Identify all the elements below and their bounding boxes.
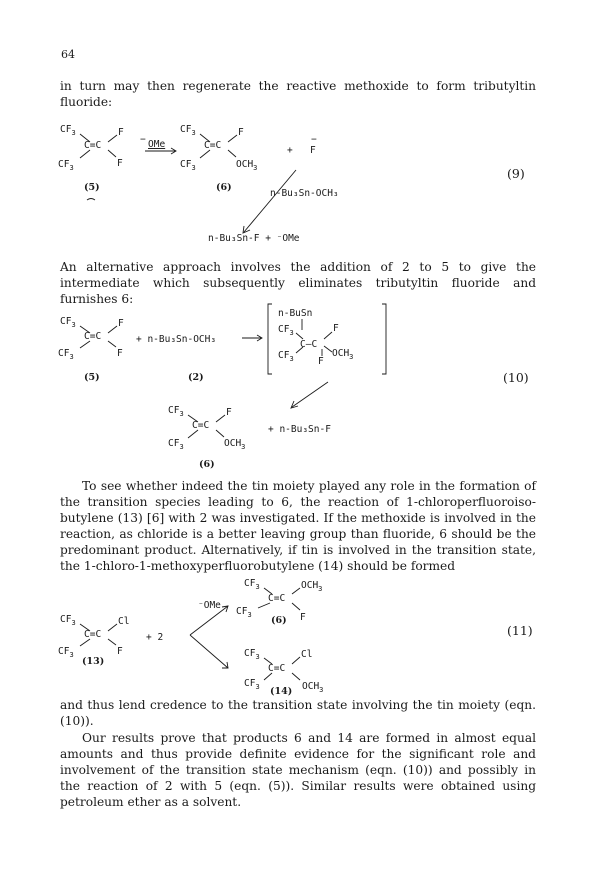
eq10-cf3-c: $CF_3$ (168, 405, 184, 418)
eq11-cf3-a: $CF_3$ (60, 614, 76, 627)
eq10-f-c: F (226, 407, 232, 418)
eq9-f-b: F (117, 158, 123, 169)
equation-10 (0, 300, 593, 480)
eq11-ceqc-b: C=C (268, 593, 286, 604)
eq10-byproduct: + n-Bu₃Sn-F (268, 424, 331, 435)
page-number: 64 (61, 48, 75, 61)
eq10-reagent: + n-Bu₃Sn-OCH₃ (136, 334, 217, 345)
eq10-int-f-b: F (318, 356, 324, 367)
eq10-number: (10) (503, 370, 529, 385)
eq9-minus-ome: − (140, 134, 146, 145)
eq11-plus-2: + 2 (146, 632, 164, 643)
eq9-label-5: (5) (84, 182, 100, 193)
eq10-label-2: (2) (188, 372, 204, 383)
eq9-ceqc-a: C=C (84, 140, 102, 151)
eq11-label-13: (13) (82, 656, 105, 667)
eq10-int-och3: $OCH_3$ (332, 348, 354, 361)
eq9-f-charge: − (311, 134, 317, 145)
eq11-cf3-c: $CF_3$ (244, 578, 260, 591)
eq10-f-b: F (117, 348, 123, 359)
equation-9 (0, 120, 593, 250)
eq9-cf3-c: $CF_3$ (180, 124, 196, 137)
eq11-cf3-d: $CF_3$ (236, 606, 252, 619)
paragraph-results: Our results prove that products 6 and 14 are formed in almost equal amounts and thus provide definite evidence for the significant role and involvement of the transition state mechanism (eqn. (10)) and possibly in the reaction of 2 with 5 (eqn. (5)). Similar results were obtained using petroleum ether as a solvent. (60, 731, 536, 809)
eq9-ceqc-b: C=C (204, 140, 222, 151)
eq11-och3-b: $OCH_3$ (302, 681, 324, 694)
eq10-och3: $OCH_3$ (224, 438, 246, 451)
eq10-bracket-top: n-BuSn (278, 308, 313, 319)
eq10-ceqc-a: C=C (84, 331, 102, 342)
eq11-cf3-f: $CF_3$ (244, 678, 260, 691)
eq10-int-cf3-a: $CF_3$ (278, 324, 294, 337)
eq10-ceqc-b: C=C (192, 420, 210, 431)
eq10-cf3-a: $CF_3$ (60, 316, 76, 329)
eq9-reagent: n-Bu₃Sn-OCH₃ (270, 188, 339, 199)
eq10-label-6: (6) (199, 459, 215, 470)
eq11-ceqc-a: C=C (84, 629, 102, 640)
eq11-cl-b: Cl (301, 649, 313, 660)
paragraph-intro: in turn may then regenerate the reactive methoxide to form tributyltin fluoride: (60, 79, 536, 109)
eq10-cf3-b: $CF_3$ (58, 348, 74, 361)
eq9-product: n-Bu₃Sn-F + ⁻OMe (208, 233, 300, 244)
eq11-cf3-e: $CF_3$ (244, 648, 260, 661)
eq9-f-c: F (238, 127, 244, 138)
eq9-f-a: F (118, 127, 124, 138)
eq11-label-14: (14) (270, 686, 293, 697)
eq10-int-f-a: F (333, 323, 339, 334)
equation-11 (0, 572, 593, 700)
eq10-label-5: (5) (84, 372, 100, 383)
eq10-int-cf3-b: $CF_3$ (278, 350, 294, 363)
eq9-label-6: (6) (216, 182, 232, 193)
eq11-ceqc-c: C=C (268, 663, 286, 674)
eq11-f-b: F (300, 612, 306, 623)
eq11-ome: ⁻OMe (198, 600, 221, 611)
eq11-cl-a: Cl (118, 616, 130, 627)
eq11-f-a: F (117, 646, 123, 657)
eq9-cf3-b: $CF_3$ (58, 159, 74, 172)
eq9-cf3-a: $CF_3$ (60, 124, 76, 137)
eq9-plus: + (287, 145, 293, 156)
eq10-f-a: F (118, 318, 124, 329)
eq11-label-6: (6) (271, 615, 287, 626)
eq11-och3-a: $OCH_3$ (301, 580, 323, 593)
eq9-ome-arrow-label: OMe (148, 139, 166, 150)
eq11-number: (11) (507, 623, 533, 638)
eq9-och3: $OCH_3$ (236, 159, 258, 172)
paragraph-investigation: To see whether indeed the tin moiety played any role in the formation of the transition species leading to 6, the reaction of 1-chloroperfluoroiso-butylene (13) [6] with 2 was investigated. If the methoxide is involved in the reaction, as chloride is a better leaving group than fluoride, 6 should be the predominant product. Alternatively, if tin is involved in the transition state, the 1-chloro-1-methoxyperfluorobutylene (14) should be formed (60, 479, 536, 573)
eq9-f-ion: F (310, 145, 316, 156)
eq9-number: (9) (507, 166, 525, 181)
eq9-cf3-d: $CF_3$ (180, 159, 196, 172)
eq10-cf3-d: $CF_3$ (168, 438, 184, 451)
eq10-int-cc: C—C (300, 339, 318, 350)
paragraph-alternative: An alternative approach involves the addition of 2 to 5 to give the intermediate which subsequently eliminates tributyltin fluoride and furnishes 6: (60, 260, 536, 306)
paragraph-credence: and thus lend credence to the transition state involving the tin moiety (eqn. (10)). (60, 698, 536, 728)
eq11-cf3-b: $CF_3$ (58, 646, 74, 659)
